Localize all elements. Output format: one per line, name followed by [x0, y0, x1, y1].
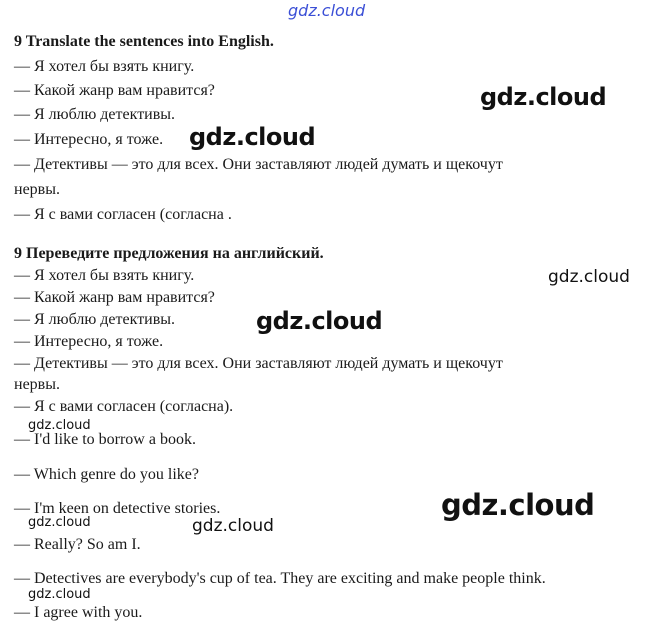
- watermark: gdz.cloud: [480, 83, 607, 111]
- answer-line: — I agree with you.: [14, 604, 143, 621]
- watermark: gdz.cloud: [548, 267, 630, 287]
- sentence-line: — Я люблю детективы.: [14, 311, 176, 328]
- sentence-line: нервы.: [14, 376, 60, 393]
- watermark: gdz.cloud: [28, 418, 91, 433]
- watermark: gdz.cloud: [256, 307, 383, 335]
- sentence-line: нервы.: [14, 181, 60, 198]
- sentence-line: — Я хотел бы взять книгу.: [14, 267, 195, 284]
- answer-line: — Which genre do you like?: [14, 466, 199, 483]
- watermark: gdz.cloud: [441, 488, 595, 522]
- sentence-line: — Я хотел бы взять книгу.: [14, 58, 195, 75]
- sentence-line: — Детективы — это для всех. Они заставляют людей думать и щекочут: [14, 355, 503, 372]
- sentence-line: — Какой жанр вам нравится?: [14, 289, 215, 306]
- sentence-line: — Интересно, я тоже.: [14, 333, 164, 350]
- sentence-line: — Интересно, я тоже.: [14, 131, 164, 148]
- watermark: gdz.cloud: [189, 123, 316, 151]
- exercise-heading-ru: 9 Переведите предложения на английский.: [14, 245, 324, 262]
- answer-line: — Detectives are everybody's cup of tea. They are exciting and make people think.: [14, 570, 546, 587]
- sentence-line: — Детективы — это для всех. Они заставляют людей думать и щекочут: [14, 156, 503, 173]
- watermark: gdz.cloud: [28, 587, 91, 602]
- sentence-line: — Я люблю детективы.: [14, 106, 176, 123]
- watermark: gdz.cloud: [288, 1, 366, 20]
- exercise-heading-en: 9 Translate the sentences into English.: [14, 33, 274, 50]
- sentence-line: — Я с вами согласен (согласна .: [14, 206, 232, 223]
- sentence-line: — Я с вами согласен (согласна).: [14, 398, 234, 415]
- answer-line: — Really? So am I.: [14, 536, 141, 553]
- watermark: gdz.cloud: [28, 515, 91, 530]
- answer-line: — I'd like to borrow a book.: [14, 431, 196, 448]
- answer-line: — I'm keen on detective stories.: [14, 500, 221, 517]
- sentence-line: — Какой жанр вам нравится?: [14, 82, 215, 99]
- watermark: gdz.cloud: [192, 516, 274, 536]
